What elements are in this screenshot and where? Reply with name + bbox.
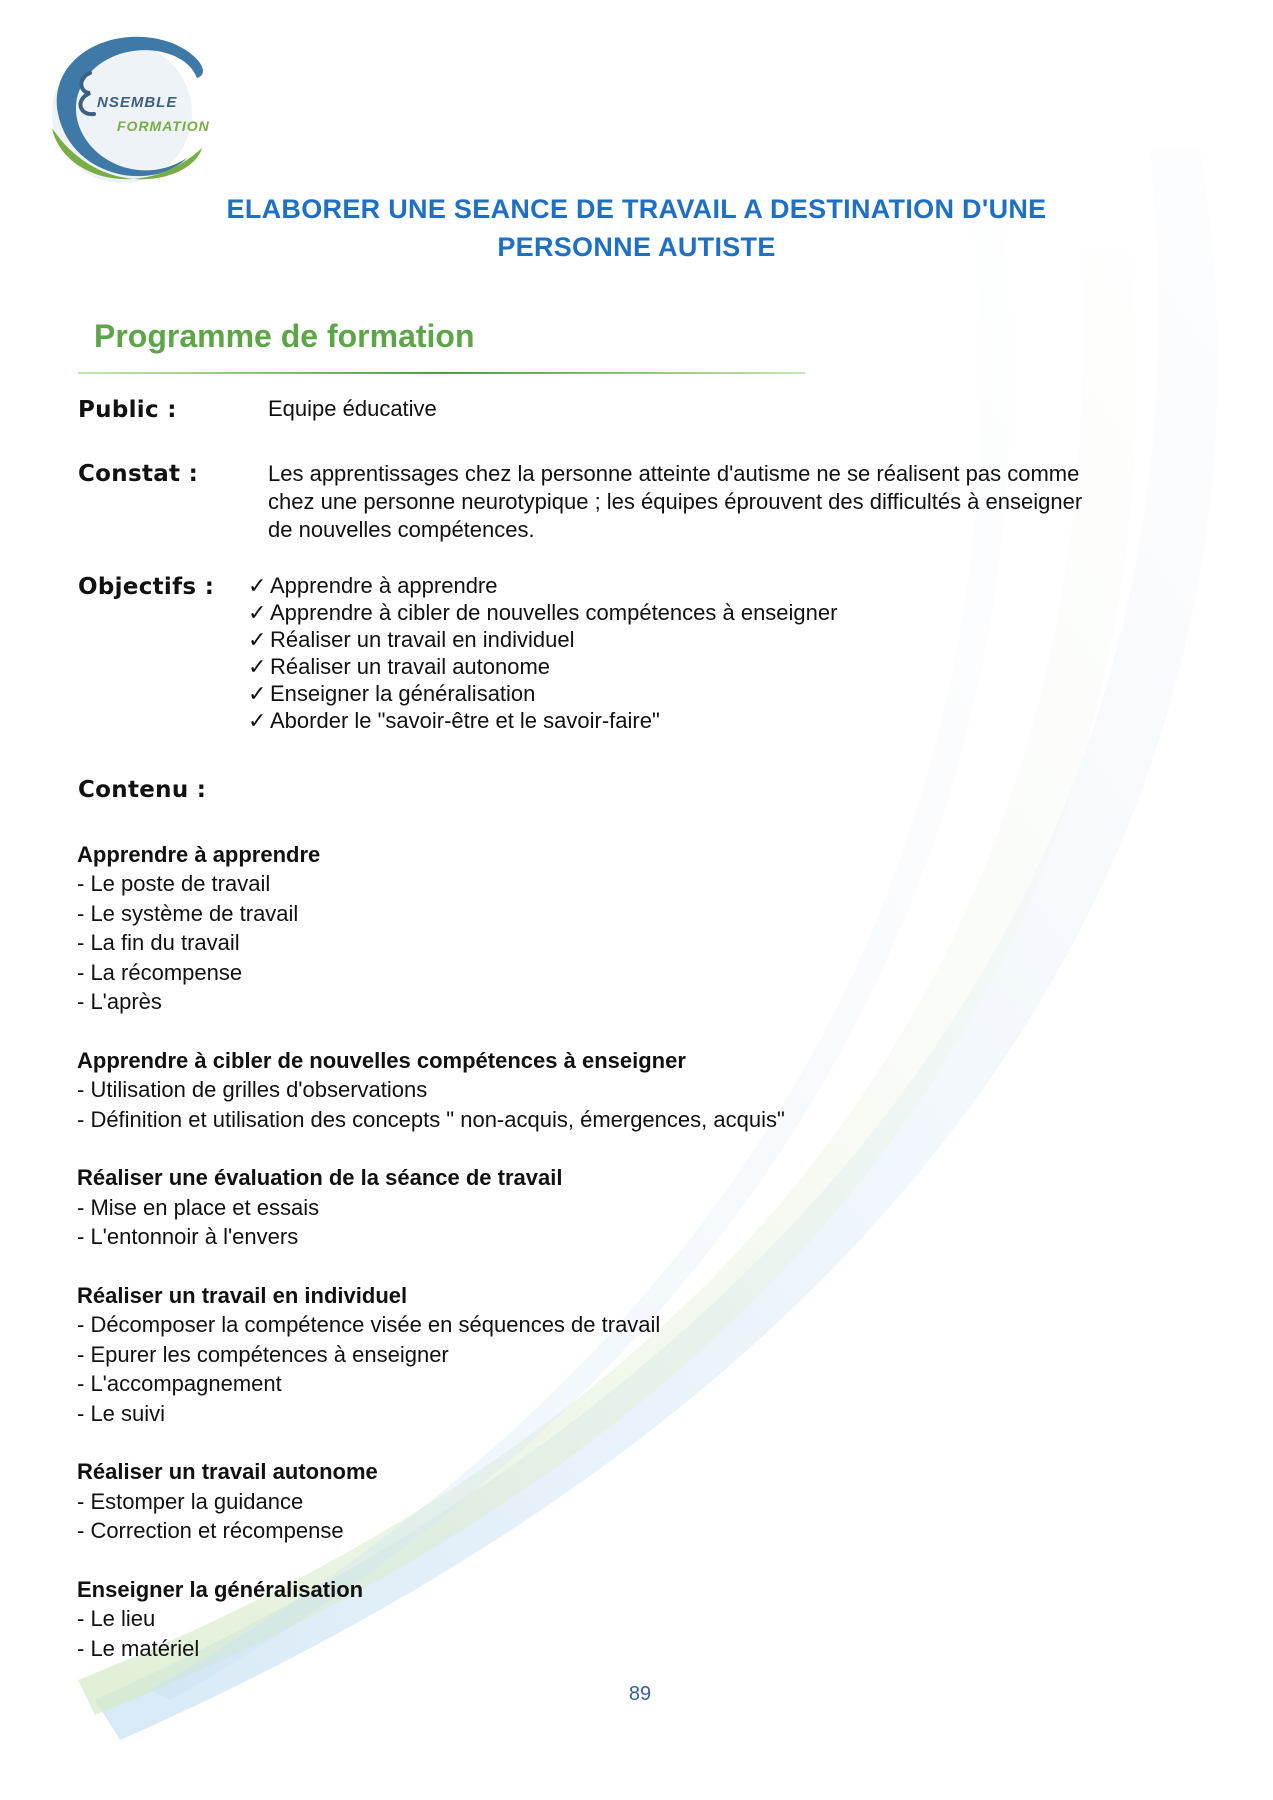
content-section xyxy=(77,1046,977,1134)
section-title: Réaliser un travail autonome xyxy=(77,1459,378,1485)
list-item: - Le suivi xyxy=(77,1400,166,1426)
list-item: - La récompense xyxy=(77,959,243,985)
constat-line: chez une personne neurotypique ; les équipes éprouvent des difficultés à enseigner xyxy=(268,489,1083,514)
content-section xyxy=(77,1575,977,1663)
objectifs-label: Objectifs : xyxy=(78,574,215,600)
constat-label: Constat : xyxy=(78,461,199,487)
checkmark-icon: ✓ xyxy=(248,681,267,706)
list-item: - L'entonnoir à l'envers xyxy=(77,1224,299,1250)
contenu-sections xyxy=(77,840,977,1693)
list-item: - Le matériel xyxy=(77,1635,200,1661)
checkmark-icon: ✓ xyxy=(248,708,267,733)
section-title: Réaliser un travail en individuel xyxy=(77,1283,408,1309)
content-section xyxy=(77,840,977,1016)
list-item: - Epurer les compétences à enseigner xyxy=(77,1341,449,1367)
public-value: Equipe éducative xyxy=(268,396,437,421)
checkmark-icon: ✓ xyxy=(248,600,267,625)
list-item: - L'accompagnement xyxy=(77,1371,282,1397)
content-section xyxy=(77,1457,977,1545)
list-item: - Mise en place et essais xyxy=(77,1194,320,1220)
list-item: - Décomposer la compétence visée en séquences de travail xyxy=(77,1312,661,1338)
page-title xyxy=(100,190,1173,266)
checkmark-icon: ✓ xyxy=(248,654,267,679)
list-item: - Estomper la guidance xyxy=(77,1488,304,1514)
section-title: Apprendre à cibler de nouvelles compétences à enseigner xyxy=(77,1047,686,1073)
list-item: - Le poste de travail xyxy=(77,871,271,897)
list-item: - Le système de travail xyxy=(77,900,299,926)
list-item: ✓ Réaliser un travail autonome xyxy=(248,654,551,679)
logo-text-line1: NSEMBLE xyxy=(97,94,178,111)
section-title: Enseigner la généralisation xyxy=(77,1577,364,1603)
public-label: Public : xyxy=(78,397,177,423)
section-heading: Programme de formation xyxy=(94,318,475,354)
list-item: ✓ Apprendre à cibler de nouvelles compétences à enseigner xyxy=(248,600,838,625)
constat-line: Les apprentissages chez la personne atteinte d'autisme ne se réalisent pas comme xyxy=(268,461,1080,486)
section-title: Apprendre à apprendre xyxy=(77,842,321,867)
constat-text xyxy=(268,460,1082,544)
page-title-line1: ELABORER UNE SEANCE DE TRAVAIL A DESTINATION D'UNE xyxy=(226,194,1047,224)
content-section xyxy=(77,1163,977,1251)
list-item: ✓ Enseigner la généralisation xyxy=(248,681,536,706)
checkmark-icon: ✓ xyxy=(248,627,267,652)
contenu-label: Contenu : xyxy=(78,777,207,803)
page-number: 89 xyxy=(628,1683,652,1705)
list-item: ✓ Aborder le "savoir-être et le savoir-faire" xyxy=(248,708,660,733)
logo-text-line2: FORMATION xyxy=(117,118,210,134)
list-item: - Correction et récompense xyxy=(77,1518,344,1544)
list-item: ✓ Réaliser un travail en individuel xyxy=(248,627,575,652)
list-item: - L'après xyxy=(77,989,162,1015)
constat-line: de nouvelles compétences. xyxy=(268,517,535,542)
objectifs-list xyxy=(248,572,837,734)
list-item: ✓ Apprendre à apprendre xyxy=(248,573,498,598)
checkmark-icon: ✓ xyxy=(248,573,267,598)
list-item: - La fin du travail xyxy=(77,930,240,956)
ensemble-formation-logo xyxy=(22,18,232,198)
heading-divider xyxy=(78,372,805,374)
page-title-line2: PERSONNE AUTISTE xyxy=(497,232,776,262)
list-item: - Définition et utilisation des concepts " non-acquis, émergences, acquis" xyxy=(77,1106,785,1132)
list-item: - Utilisation de grilles d'observations xyxy=(77,1077,428,1103)
content-section xyxy=(77,1281,977,1428)
list-item: - Le lieu xyxy=(77,1606,156,1632)
section-title: Réaliser une évaluation de la séance de travail xyxy=(77,1165,563,1191)
